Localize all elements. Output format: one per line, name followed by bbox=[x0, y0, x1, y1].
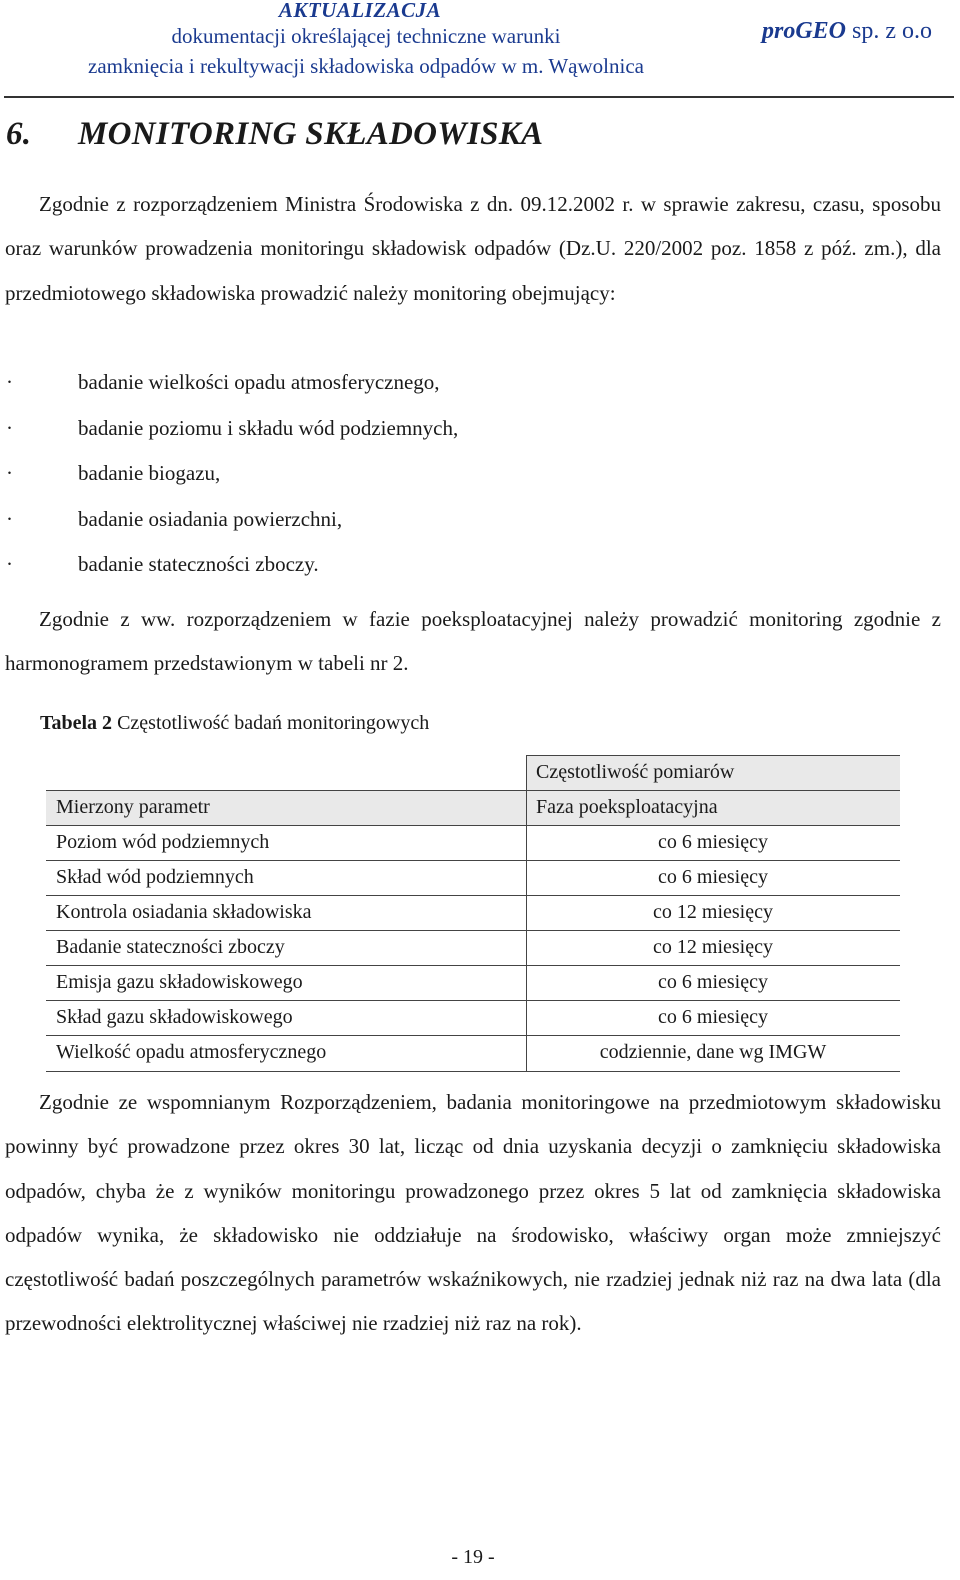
table-caption-text: Częstotliwość badań monitoringowych bbox=[112, 712, 430, 734]
table-group-header: Częstotliwość pomiarów bbox=[526, 755, 900, 790]
list-item bbox=[0, 360, 458, 406]
table-rule bbox=[46, 1071, 900, 1072]
table-header-row bbox=[46, 790, 900, 825]
list-item bbox=[0, 406, 458, 452]
section-number: 6. bbox=[6, 116, 32, 152]
table-cell-frequency: co 6 miesięcy bbox=[658, 866, 768, 888]
table-row bbox=[46, 965, 900, 1000]
table-caption-label: Tabela 2 bbox=[40, 712, 113, 734]
table-header-parameter: Mierzony parametr bbox=[46, 790, 526, 825]
monitoring-frequency-table bbox=[46, 755, 900, 1075]
table-cell-parameter: Skład wód podziemnych bbox=[56, 866, 254, 888]
table-cell-parameter: Kontrola osiadania składowiska bbox=[56, 901, 312, 923]
schedule-paragraph bbox=[5, 597, 941, 686]
table-cell-frequency: codziennie, dane wg IMGW bbox=[599, 1041, 827, 1063]
bullet-icon: · bbox=[6, 461, 13, 485]
section-title: MONITORING SKŁADOWISKA bbox=[78, 116, 544, 152]
monitoring-scope-list bbox=[0, 360, 458, 588]
list-item-text: badanie stateczności zboczy. bbox=[78, 552, 319, 576]
schedule-paragraph-text: Zgodnie z ww. rozporządzeniem w fazie poeksploatacyjnej należy prowadzić monitoring zgodnie z harmonogramem przedstawionym w tabeli nr 2. bbox=[5, 607, 941, 676]
list-item-text: badanie biogazu, bbox=[78, 461, 221, 485]
duration-paragraph bbox=[5, 1080, 941, 1346]
table-row bbox=[46, 895, 900, 930]
bullet-icon: · bbox=[6, 552, 13, 576]
list-item-text: badanie wielkości opadu atmosferycznego, bbox=[78, 370, 440, 394]
table-rule bbox=[46, 930, 900, 931]
header-subtitle-line1: dokumentacji określającej techniczne warunki bbox=[171, 24, 561, 48]
table-cell-parameter: Wielkość opadu atmosferycznego bbox=[56, 1041, 327, 1063]
table-cell-frequency: co 6 miesięcy bbox=[658, 831, 768, 853]
section-heading bbox=[6, 116, 543, 153]
bullet-icon: · bbox=[6, 370, 13, 394]
intro-paragraph-text: Zgodnie z rozporządzeniem Ministra Środowiska z dn. 09.12.2002 r. w sprawie zakresu, czasu, sposobu oraz warunków prowadzenia monitoringu składowisk odpadów (Dz.U. 220/2002 poz. 1858 z póź. zm.), dla przedmiotowego składowiska prowadzić należy monitoring obejmujący: bbox=[5, 192, 941, 305]
table-caption bbox=[40, 712, 429, 735]
list-item bbox=[0, 451, 458, 497]
table-cell-parameter: Poziom wód podziemnych bbox=[56, 831, 270, 853]
intro-paragraph bbox=[5, 182, 941, 315]
page-number: - 19 - bbox=[451, 1546, 495, 1568]
table-row bbox=[46, 1000, 900, 1035]
table-row bbox=[46, 1035, 900, 1070]
bullet-icon: · bbox=[6, 506, 13, 531]
table-cell-frequency: co 6 miesięcy bbox=[658, 1006, 768, 1028]
table-rule bbox=[46, 1035, 900, 1036]
table-group-header-row bbox=[46, 755, 900, 790]
list-item bbox=[0, 497, 458, 543]
table-cell-frequency: co 6 miesięcy bbox=[658, 971, 768, 993]
header-divider bbox=[4, 96, 954, 98]
table-column-divider bbox=[526, 755, 527, 1071]
table-cell-parameter: Badanie stateczności zboczy bbox=[56, 936, 285, 958]
table-rule bbox=[46, 825, 900, 826]
duration-paragraph-text: Zgodnie ze wspomnianym Rozporządzeniem, badania monitoringowe na przedmiotowym składowisku powinny być prowadzone przez okres 30 lat, licząc od dnia uzyskania decyzji o zamknięciu składowiska odpadów, chyba że z wyników monitoringu prowadzonego przez okres 5 lat od zamknięcia składowiska odpadów wynika, że składowisko nie oddziałuje na środowisko, właściwy organ może zmniejszyć częstotliwość badań poszczególnych parametrów wskaźnikowych, nie rzadziej jednak niż raz na dwa lata (dla przewodności elektrolitycznej właściwej nie rzadziej niż raz na rok). bbox=[5, 1090, 941, 1336]
table-rule bbox=[526, 755, 900, 756]
table-rule bbox=[46, 790, 900, 791]
table-cell-parameter: Skład gazu składowiskowego bbox=[56, 1006, 293, 1028]
company-name-bold: proGEO bbox=[761, 18, 846, 44]
table-row bbox=[46, 930, 900, 965]
table-cell-frequency: co 12 miesięcy bbox=[653, 901, 773, 923]
table-rule bbox=[46, 895, 900, 896]
table-header-phase: Faza poeksploatacyjna bbox=[526, 790, 900, 825]
table-rule bbox=[46, 860, 900, 861]
company-name-suffix: sp. z o.o bbox=[846, 18, 932, 44]
header-title: AKTUALIZACJA bbox=[278, 0, 442, 22]
table-row bbox=[46, 860, 900, 895]
list-item-text: badanie poziomu i składu wód podziemnych, bbox=[78, 415, 459, 440]
bullet-icon: · bbox=[6, 415, 13, 440]
list-item-text: badanie osiadania powierzchni, bbox=[78, 506, 343, 531]
table-rule bbox=[46, 1000, 900, 1001]
header-company bbox=[762, 18, 932, 45]
table-rule bbox=[46, 965, 900, 966]
table-cell-frequency: co 12 miesięcy bbox=[653, 936, 773, 958]
header-subtitle-line2: zamknięcia i rekultywacji składowiska odpadów w m. Wąwolnica bbox=[88, 54, 644, 78]
table-row bbox=[46, 825, 900, 860]
list-item bbox=[0, 542, 458, 588]
table-cell-parameter: Emisja gazu składowiskowego bbox=[56, 971, 303, 993]
